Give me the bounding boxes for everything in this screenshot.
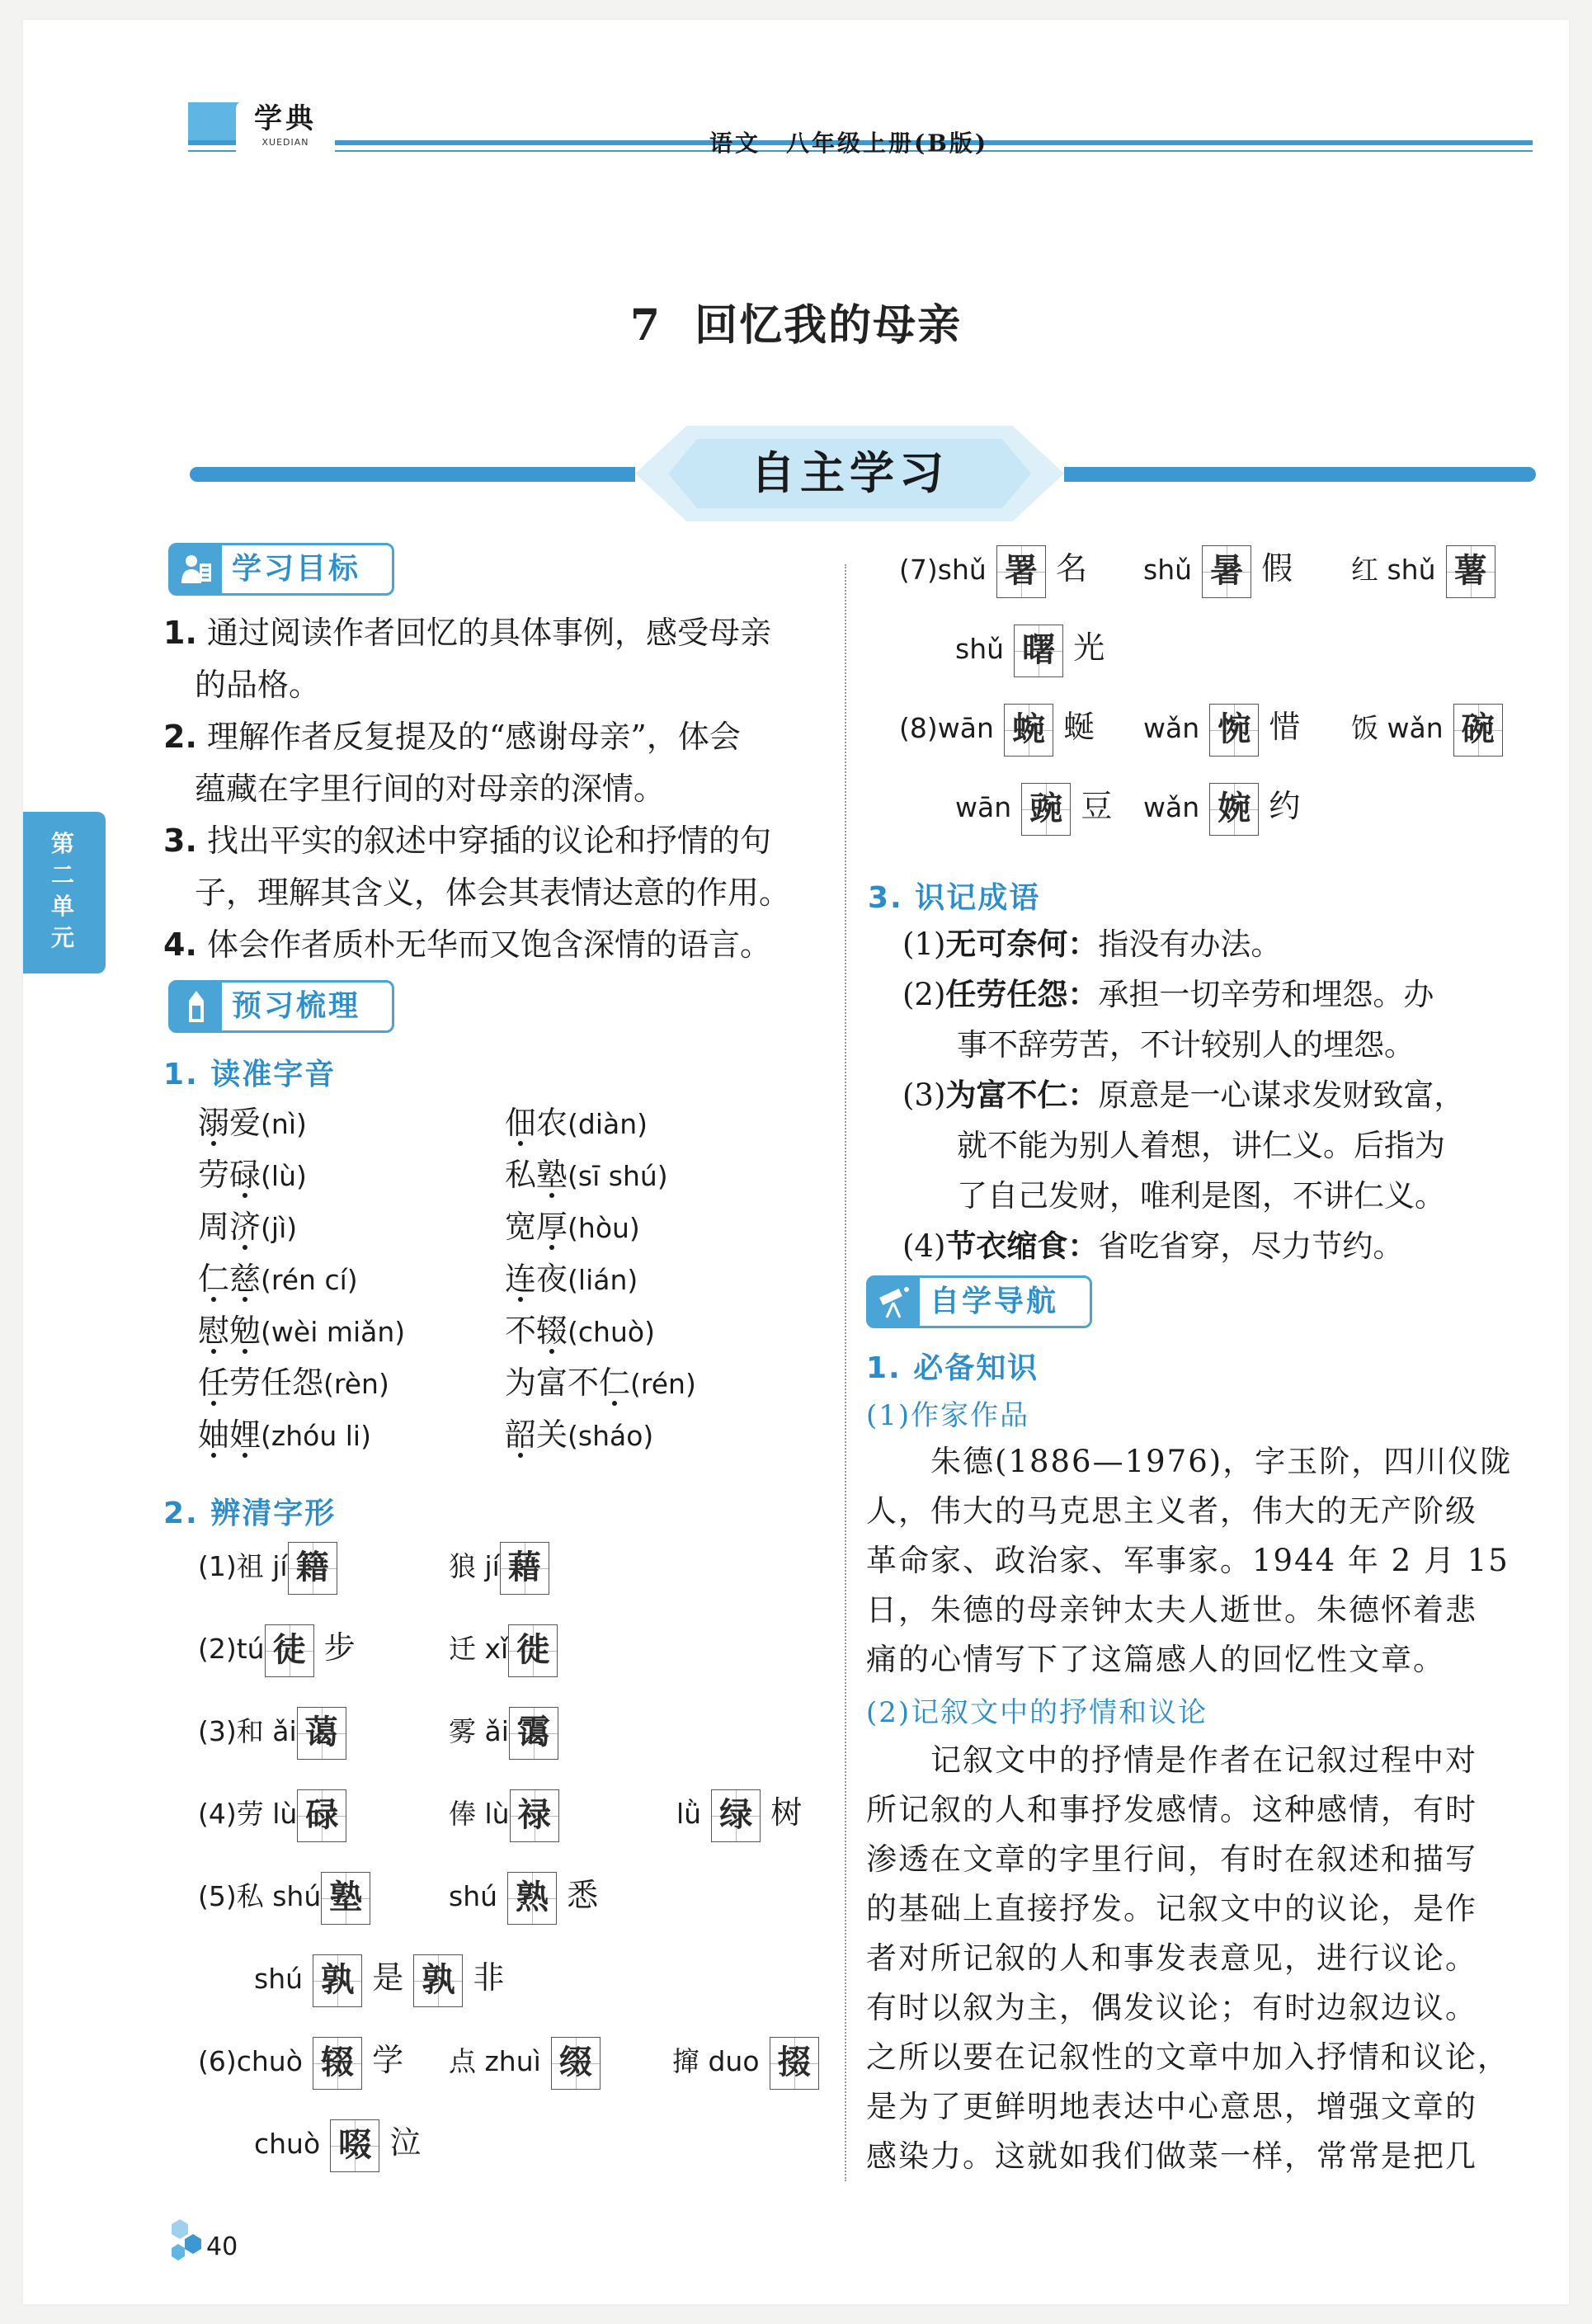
goal-number: 1. [163,615,197,651]
page-number: 40 [206,2232,238,2261]
preview-heading-box [168,980,394,1033]
shape-item [198,1784,346,1843]
shape-suffix: 学 [372,2042,404,2078]
shape-item [254,1949,504,2008]
shape-prompt: (5)私 shú [198,1880,322,1912]
shape-item [955,619,1105,678]
character-grid: 蜿 [1004,704,1053,757]
shape-item [449,1536,549,1596]
character-grid: 绿 [711,1789,761,1842]
character-grid: 蔼 [297,1707,346,1760]
pron-row: 慰勉(wèi miǎn) [198,1313,406,1349]
nav-heading-box [866,1275,1092,1328]
shape-prompt: 红 shǔ [1351,554,1436,586]
logo-text: 学典 [254,102,317,135]
shape-prompt: wǎn [1143,791,1200,823]
shape-prompt: 雾 ǎi [449,1715,509,1747]
shape-suffix: 假 [1261,550,1293,587]
shape-suffix: 树 [770,1794,803,1831]
character-grid: 婉 [1209,783,1259,836]
character-shape-heading: 2. 辨清字形 [163,1497,337,1530]
character-grid: 惋 [1209,704,1259,757]
preview-heading: 预习梳理 [232,989,361,1023]
nav-heading: 自学导航 [930,1285,1059,1318]
idiom-item [902,1070,1562,1120]
pron-row: 劳碌(lù) [198,1157,307,1193]
shape-item [1143,698,1300,757]
character-grid: 籍 [288,1542,337,1595]
shape-item [449,1866,598,1926]
shape-suffix: 泣 [389,2124,422,2161]
pron-row: 佃农(diàn) [505,1105,648,1141]
goal-text: 找出平实的叙述中穿插的议论和抒情的句 [206,823,771,859]
shape-suffix: 约 [1269,788,1301,824]
student-icon [171,545,222,593]
goal-item [163,711,848,763]
pron-row: 私塾(sī shú) [505,1157,668,1193]
shape-prompt: (3)和 ǎi [198,1715,297,1747]
goal-item [163,607,848,659]
character-grid: 署 [996,545,1046,598]
lesson-name: 回忆我的母亲 [695,300,963,351]
pron-row: 不辍(chuò) [505,1313,655,1349]
character-grid: 碌 [297,1789,346,1842]
character-grid: 霭 [509,1707,558,1760]
paragraph-line: 者对所记叙的人和事发表意见，进行议论。 [866,1940,1477,1976]
lesson-number: 7 [629,300,662,351]
character-grid: 徒 [265,1624,314,1677]
shape-suffix: 悉 [567,1877,599,1913]
logo-subtext: XUEDIAN [261,137,309,148]
shape-item [449,1701,558,1761]
paragraph-line: 是为了更鲜明地表达中心意思，增强文章的 [866,2089,1477,2124]
shape-prompt: (7)shǔ [899,554,987,586]
shape-suffix: 光 [1073,629,1105,666]
shape-prompt: (4)劳 lù [198,1798,298,1830]
pron-row: 连夜(lián) [505,1261,638,1297]
goal-text: 的品格。 [195,667,321,703]
pron-row: 韶关(sháo) [505,1417,654,1453]
shape-prompt: lǜ [676,1798,702,1830]
character-grid: 碗 [1453,704,1503,757]
character-grid: 熟 [507,1872,557,1925]
idiom-definition: 指没有办法。 [1098,926,1282,962]
goal-number: 2. [163,719,197,755]
shape-prompt: 撺 duo [672,2045,760,2077]
idiom-list [902,919,1562,1271]
shape-item [1143,540,1293,599]
character-grid: 孰 [313,1954,362,2007]
shape-item [676,1784,802,1843]
character-grid: 塾 [321,1872,370,1925]
paragraph-line: 人，伟大的马克思主义者，伟大的无产阶级 [866,1493,1477,1529]
shape-prompt: (1)祖 jí [198,1550,288,1582]
pron-row: 溺爱(nì) [198,1105,307,1141]
paragraph-line: 渗透在文章的字里行间，有时在叙述和描写 [866,1841,1477,1877]
idiom-definition: 事不辞劳苦，不计较别人的埋怨。 [957,1027,1415,1063]
shape-suffix: 蜒 [1063,709,1095,745]
paragraph-line: 革命家、政治家、军事家。1944 年 2 月 15 [866,1543,1510,1578]
shape-prompt: (6)chuò [198,2045,303,2077]
lesson-title [23,290,1569,352]
paragraph-line: 朱德(1886—1976)，字玉阶，四川仪陇 [866,1444,1513,1479]
idiom-number: (1) [902,926,946,962]
shape-suffix: 豆 [1081,788,1113,824]
idiom-item [902,1221,1562,1271]
shape-prompt: shǔ [955,633,1005,665]
goal-text: 子，理解其含义，体会其表情达意的作用。 [195,874,791,911]
shape-item [449,1619,558,1678]
idiom-number: (3) [902,1077,946,1113]
shape-item [198,1536,337,1596]
shape-item [899,540,1087,599]
character-grid: 辍 [313,2037,362,2090]
idiom-definition: 承担一切辛劳和埋怨。办 [1098,977,1434,1012]
paragraph-line: 日，朱德的母亲钟太夫人逝世。朱德怀着悲 [866,1592,1477,1628]
goal-number: 4. [163,926,197,963]
shape-item [198,2031,403,2091]
pron-row: 仁慈(rén cí) [198,1261,358,1297]
shape-suffix: 步 [323,1629,356,1666]
paragraph-line: 的基础上直接抒发。记叙文中的议论，是作 [866,1891,1477,1926]
shape-item [198,1701,346,1761]
telescope-icon [869,1278,920,1326]
shape-suffix: 惜 [1269,709,1301,745]
idiom-number: (2) [902,977,946,1012]
lyric-paragraph [866,1736,1541,2181]
shape-prompt: 迁 xǐ [449,1633,509,1665]
paragraph-line: 所记叙的人和事抒发感情。这种感情，有时 [866,1792,1477,1827]
pron-row: 任劳任怨(rèn) [198,1365,389,1401]
shape-suffix: 非 [473,1959,505,1996]
shape-prompt: 点 zhuì [449,2045,541,2077]
shape-prompt: 狼 jí [449,1550,500,1582]
shape-prompt: 饭 wǎn [1351,712,1444,744]
idiom-definition: 原意是一心谋求发财致富， [1098,1077,1465,1113]
goal-text: 蕴藏在字里行间的对母亲的深情。 [195,771,666,807]
idiom-definition: 就不能为别人着想，讲仁义。后指为 [957,1128,1445,1163]
read-pronunciation-heading: 1. 读准字音 [163,1058,337,1091]
shape-item [254,2114,421,2173]
idiom-definition: 了自己发财，唯利是图，不讲仁义。 [957,1178,1445,1214]
shape-suffix: 名 [1055,550,1087,587]
paragraph-line: 有时以叙为主，偶发议论；有时边叙边议。 [866,1990,1477,2025]
shape-item [198,1866,370,1926]
pencil-icon [171,983,222,1030]
knowledge-heading: 1. 必备知识 [866,1351,1039,1385]
character-grid: 徙 [508,1624,558,1677]
shape-item [1351,698,1503,757]
goals-heading: 学习目标 [232,552,361,586]
shape-item [955,777,1112,837]
unit-label: 第二单元 [50,830,74,951]
shape-item [672,2031,819,2091]
shape-prompt: (2)tú [198,1633,265,1665]
lyric-subheading: (2)记叙文中的抒情和议论 [866,1696,1208,1729]
goals-list [163,607,848,971]
character-grid: 缀 [551,2037,601,2090]
shape-prompt: 俸 lù [449,1798,510,1830]
publisher-logo [236,101,335,158]
character-grid: 掇 [770,2037,819,2090]
character-grid: 孰 [413,1954,463,2007]
paragraph-line: 记叙文中的抒情是作者在记叙过程中对 [866,1742,1477,1778]
idiom-term: 无可奈何： [945,926,1099,962]
shape-item [449,2031,601,2091]
goal-item [163,919,848,971]
paragraph-line: 感染力。这就如我们做菜一样，常常是把几 [866,2138,1477,2174]
goal-text: 理解作者反复提及的“感谢母亲”，体会 [206,719,741,755]
idiom-term: 任劳任怨： [945,977,1099,1012]
page [23,20,1569,2304]
idiom-heading: 3. 识记成语 [868,881,1041,915]
pron-row: 妯娌(zhóu li) [198,1417,371,1453]
goal-text: 体会作者质朴无华而又饱含深情的语言。 [206,926,771,963]
pron-row: 周济(jì) [198,1209,298,1245]
goal-item [163,815,848,867]
paragraph-line: 之所以要在记叙性的文章中加入抒情和议论， [866,2039,1510,2075]
idiom-item [902,969,1562,1020]
book-title: 语文 八年级上册(B版) [709,130,989,157]
shape-prompt: chuò [254,2128,321,2160]
character-grid: 豌 [1021,783,1071,836]
character-grid: 薯 [1446,545,1495,598]
shape-prompt: wān [955,791,1012,823]
idiom-number: (4) [902,1228,946,1264]
idiom-definition: 省吃省穿，尽力节约。 [1098,1228,1404,1264]
idiom-term: 为富不仁： [945,1077,1099,1113]
shape-item [198,1619,356,1678]
section-banner: 自主学习 [751,447,949,499]
shape-suffix: 是 [372,1959,404,1996]
character-grid: 禄 [510,1789,559,1842]
shape-prompt: shú [254,1963,304,1995]
character-grid: 啜 [330,2119,379,2172]
shape-item [449,1784,559,1843]
shape-item [1143,777,1300,837]
character-shape-list [198,1536,841,2196]
author-paragraph [866,1437,1541,1685]
goal-number: 3. [163,823,197,859]
pron-row: 为富不仁(rén) [505,1365,696,1401]
hexagon-decoration-icon [168,2218,210,2267]
character-shape-list-continued [899,540,1559,853]
shape-item [899,698,1095,757]
character-grid: 曙 [1014,625,1063,677]
paragraph-line: 痛的心情写下了这篇感人的回忆性文章。 [866,1642,1445,1677]
shape-prompt: (8)wān [899,712,994,744]
character-grid: 暑 [1202,545,1251,598]
character-grid: 藉 [500,1542,549,1595]
author-subheading: (1)作家作品 [866,1399,1030,1432]
shape-prompt: shǔ [1143,554,1193,586]
idiom-item [902,919,1562,969]
idiom-term: 节衣缩食： [945,1228,1099,1264]
shape-prompt: shú [449,1880,498,1912]
shape-item [1351,540,1495,599]
goal-text: 通过阅读作者回忆的具体事例，感受母亲 [206,615,771,651]
goals-heading-box [168,543,394,596]
pron-row: 宽厚(hòu) [505,1209,640,1245]
shape-prompt: wǎn [1143,712,1200,744]
